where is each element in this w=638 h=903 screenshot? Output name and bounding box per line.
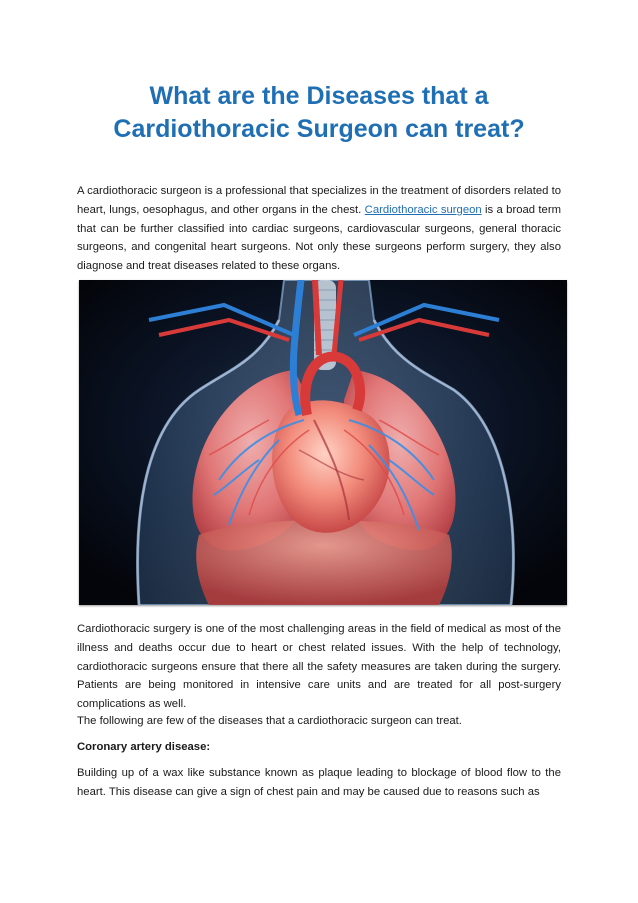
intro-text-end: is a broad term that can be further classified into cardiac surgeons, cardiovascular surgeons, general thoracic surgeons, and congenital heart surgeons. Not only these surgeons perform surgery, they also diagnose and treat diseases related to these organs. [77, 203, 561, 273]
chest-anatomy-illustration [79, 280, 567, 605]
title-line-1: What are the Diseases that a [149, 82, 489, 110]
title-line-2: Cardiothoracic Surgeon can treat? [113, 115, 525, 143]
coronary-artery-disease-heading: Coronary artery disease: [77, 741, 211, 753]
page-title [60, 80, 578, 146]
coronary-artery-disease-paragraph: Building up of a wax like substance known as plaque leading to blockage of blood flow to the heart. This disease can give a sign of chest pain and may be caused due to reasons such as [77, 767, 561, 798]
intro-paragraph [77, 182, 561, 276]
chest-anatomy-image [79, 280, 567, 605]
cardiothoracic-surgeon-link[interactable]: Cardiothoracic surgeon [364, 203, 482, 216]
intro-text-start: A cardiothoracic surgeon is a professional that specializes in the treatment of disorders related to heart, lungs, oesophagus, and other organs in the chest. [77, 185, 561, 216]
diseases-intro-paragraph: The following are few of the diseases that a cardiothoracic surgeon can treat. [77, 715, 462, 727]
surgery-paragraph: Cardiothoracic surgery is one of the most challenging areas in the field of medical as most of the illness and deaths occur due to heart or chest related issues. With the help of technology, cardiothoracic surgeons ensure that there all the safety measures are taken during the surgery. Patients are being monitored in intensive care units and are treated for all post-surgery complications as well. [77, 623, 561, 711]
